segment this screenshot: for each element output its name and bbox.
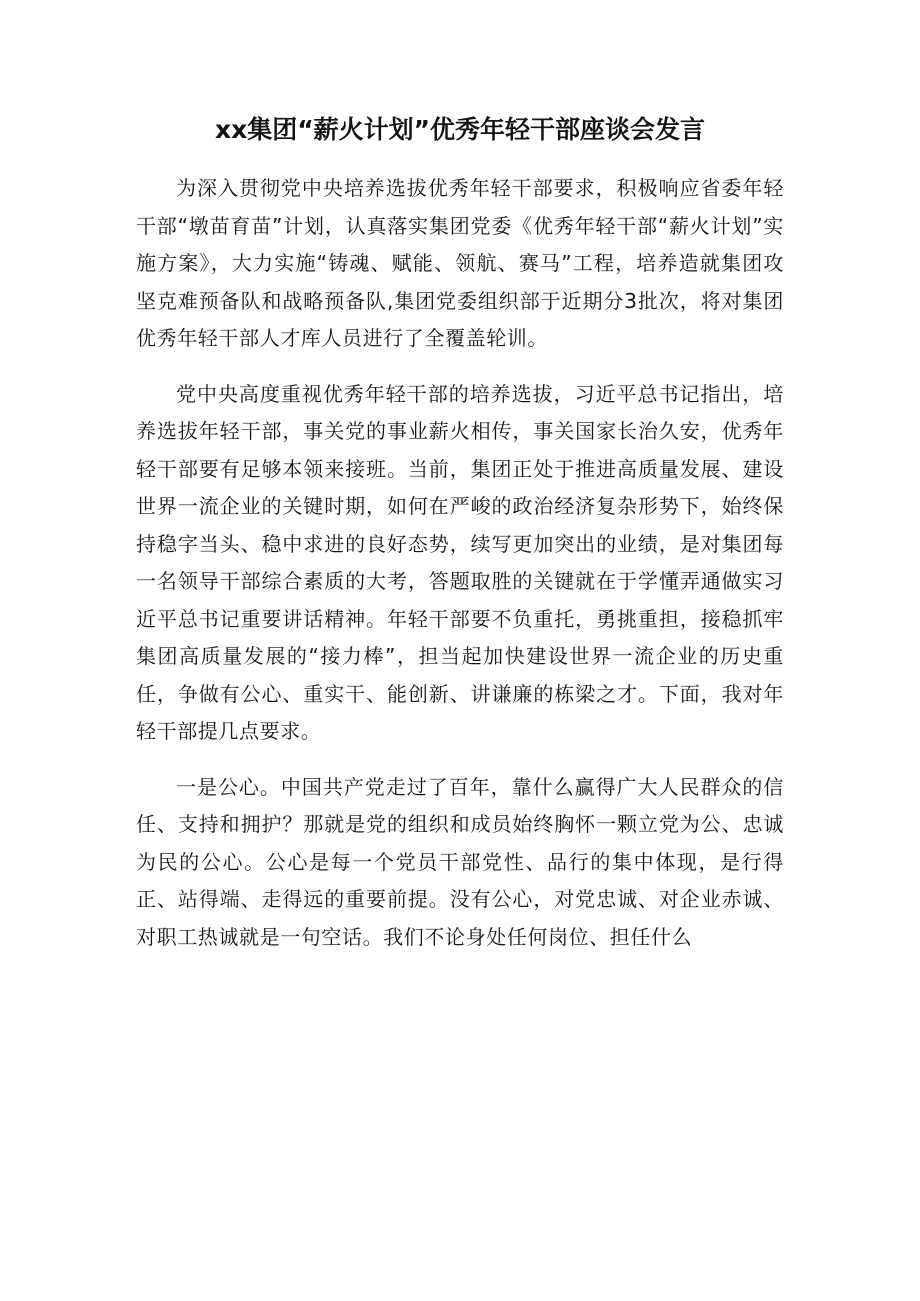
document-title: xx集团“薪火计划”优秀年轻干部座谈会发言 bbox=[214, 115, 706, 144]
document-body bbox=[136, 170, 784, 974]
paragraph-intro: 为深入贯彻党中央培养选拔优秀年轻干部要求，积极响应省委年轻干部“墩苗育苗”计划，认真落实集团党委《优秀年轻干部“薪火计划”实施方案》，大力实施“铸魂、赋能、领航、赛马”工程，培养造就集团攻坚克难预备队和战略预备队,集团党委组织部于近期分3批次，将对集团优秀年轻干部人才库人员进行了全覆盖轮训。 bbox=[136, 176, 784, 350]
paragraph-requirement-one: 一是公心。中国共产党走过了百年，靠什么赢得广大人民群众的信任、支持和拥护？那就是党的组织和成员始终胸怀一颗立党为公、忠诚为民的公心。公心是每一个党员干部党性、品行的集中体现，是行得正、站得端、走得远的重要前提。没有公心，对党忠诚、对企业赤诚、对职工热诚就是一句空话。我们不论身处任何岗位、担任什么 bbox=[136, 774, 784, 949]
paragraph-background: 党中央高度重视优秀年轻干部的培养选拔，习近平总书记指出，培养选拔年轻干部，事关党的事业薪火相传，事关国家长治久安，优秀年轻干部要有足够本领来接班。当前，集团正处于推进高质量发展、建设世界一流企业的关键时期，如何在严峻的政治经济复杂形势下，始终保持稳字当头、稳中求进的良好态势，续写更加突出的业绩，是对集团每一名领导干部综合素质的大考，答题取胜的关键就在于学懂弄通做实习近平总书记重要讲话精神。年轻干部要不负重托，勇挑重担，接稳抓牢集团高质量发展的“接力棒”，担当起加快建设世界一流企业的历史重任，争做有公心、重实干、能创新、讲谦廉的栋梁之才。下面，我对年轻干部提几点要求。 bbox=[136, 381, 784, 743]
